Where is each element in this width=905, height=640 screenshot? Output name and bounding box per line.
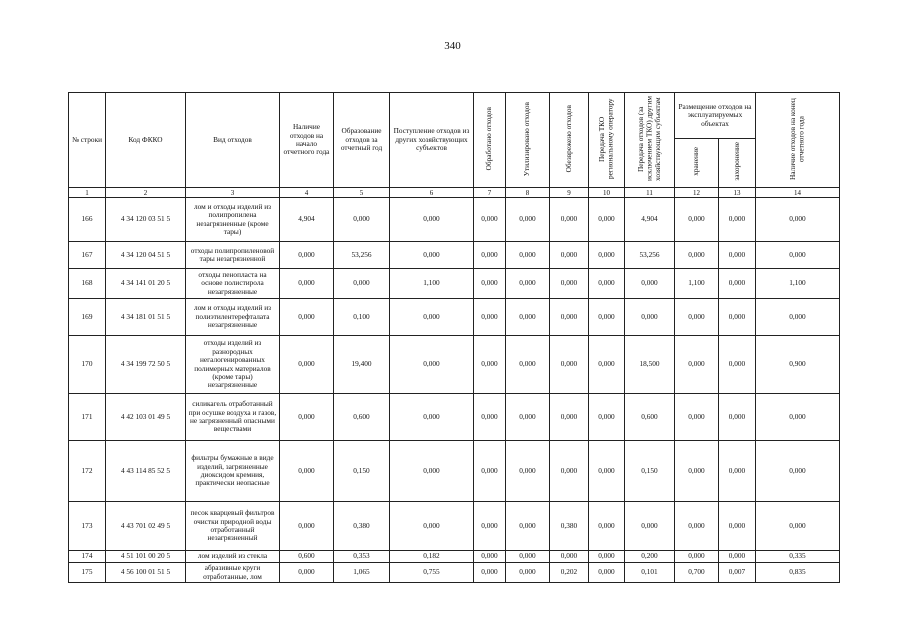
value-cell: 0,150 <box>625 441 675 502</box>
table-row <box>69 198 840 242</box>
value-cell: 0,000 <box>390 394 474 441</box>
waste-name: лом и отходы изделий из полиэтилентерефталата незагрязненные <box>186 299 280 336</box>
waste-table <box>68 92 840 583</box>
value-cell: 0,000 <box>550 441 589 502</box>
value-cell: 0,182 <box>390 551 474 563</box>
value-cell: 0,000 <box>756 242 840 269</box>
value-cell: 0,000 <box>589 441 625 502</box>
header-received: Поступление отходов из других хозяйствующих субъектов <box>390 93 474 188</box>
value-cell: 18,500 <box>625 336 675 394</box>
value-cell: 0,000 <box>280 502 334 551</box>
value-cell: 0,000 <box>506 198 550 242</box>
value-cell: 0,000 <box>589 242 625 269</box>
waste-name: фильтры бумажные в виде изделий, загрязненные диоксидом кремния, практически неопасные <box>186 441 280 502</box>
value-cell: 0,000 <box>506 299 550 336</box>
value-cell: 0,600 <box>334 394 390 441</box>
table-row <box>69 299 840 336</box>
value-cell: 0,000 <box>719 394 756 441</box>
value-cell: 0,000 <box>390 299 474 336</box>
value-cell: 0,000 <box>506 502 550 551</box>
value-cell: 0,000 <box>280 269 334 299</box>
fkko-code: 4 34 120 03 51 5 <box>106 198 186 242</box>
header-end-amount: Наличие отходов на конец отчетного года <box>756 93 840 188</box>
value-cell: 0,000 <box>550 299 589 336</box>
value-cell: 0,000 <box>589 269 625 299</box>
header-waste-type: Вид отходов <box>186 93 280 188</box>
value-cell: 0,000 <box>474 441 506 502</box>
header-start-amount: Наличие отходов на начало отчетного года <box>280 93 334 188</box>
header-storage: хранение <box>675 139 719 188</box>
column-number: 2 <box>106 188 186 198</box>
row-number: 172 <box>69 441 106 502</box>
header-neutralized: Обезврежено отходов <box>550 93 589 188</box>
value-cell: 0,000 <box>550 269 589 299</box>
value-cell: 0,000 <box>675 299 719 336</box>
value-cell: 0,335 <box>756 551 840 563</box>
value-cell: 0,000 <box>675 198 719 242</box>
column-number-row <box>69 188 840 198</box>
value-cell: 0,000 <box>474 242 506 269</box>
column-number: 10 <box>589 188 625 198</box>
table-row <box>69 242 840 269</box>
value-cell: 0,000 <box>719 242 756 269</box>
value-cell: 0,000 <box>675 551 719 563</box>
value-cell: 4,904 <box>625 198 675 242</box>
header-transferred-regional: Передача ТКО региональному оператору <box>589 93 625 188</box>
value-cell: 53,256 <box>334 242 390 269</box>
value-cell: 0,000 <box>625 502 675 551</box>
value-cell: 0,000 <box>719 299 756 336</box>
value-cell: 0,202 <box>550 563 589 583</box>
waste-name: абразивные круги отработанные, лом <box>186 563 280 583</box>
value-cell: 53,256 <box>625 242 675 269</box>
fkko-code: 4 34 199 72 50 5 <box>106 336 186 394</box>
value-cell: 0,000 <box>550 336 589 394</box>
row-number: 170 <box>69 336 106 394</box>
value-cell: 0,000 <box>675 502 719 551</box>
value-cell: 0,000 <box>719 269 756 299</box>
value-cell: 0,000 <box>506 269 550 299</box>
value-cell: 0,000 <box>474 563 506 583</box>
header-utilized: Утилизировано отходов <box>506 93 550 188</box>
value-cell: 0,835 <box>756 563 840 583</box>
value-cell: 0,000 <box>550 394 589 441</box>
table-row <box>69 336 840 394</box>
value-cell: 0,000 <box>719 502 756 551</box>
fkko-code: 4 34 141 01 20 5 <box>106 269 186 299</box>
waste-name: отходы изделий из разнородных негалогенированных полимерных материалов (кроме тары) незагрязненные <box>186 336 280 394</box>
value-cell: 0,000 <box>625 269 675 299</box>
value-cell: 0,000 <box>756 299 840 336</box>
value-cell: 0,000 <box>589 299 625 336</box>
page-number: 340 <box>444 40 461 52</box>
header-row-no: № строки <box>69 93 106 188</box>
table-row <box>69 394 840 441</box>
value-cell: 0,000 <box>506 551 550 563</box>
column-number: 14 <box>756 188 840 198</box>
value-cell: 0,000 <box>756 502 840 551</box>
value-cell: 0,000 <box>390 198 474 242</box>
value-cell: 0,000 <box>280 242 334 269</box>
row-number: 175 <box>69 563 106 583</box>
value-cell: 0,000 <box>675 441 719 502</box>
header-placement-group: Размещение отходов на эксплуатируемых объектах <box>675 93 756 139</box>
row-number: 168 <box>69 269 106 299</box>
column-number: 12 <box>675 188 719 198</box>
header-transferred-other: Передача отходов (за исключением ТКО) другим хозяйствующим субъектам <box>625 93 675 188</box>
waste-name: отходы пенопласта на основе полистирола незагрязненные <box>186 269 280 299</box>
table-row <box>69 441 840 502</box>
value-cell: 0,150 <box>334 441 390 502</box>
value-cell: 0,000 <box>390 441 474 502</box>
column-number: 6 <box>390 188 474 198</box>
value-cell: 0,000 <box>506 441 550 502</box>
value-cell: 0,000 <box>589 502 625 551</box>
column-number: 7 <box>474 188 506 198</box>
value-cell: 0,000 <box>390 242 474 269</box>
column-number: 13 <box>719 188 756 198</box>
value-cell: 0,600 <box>625 394 675 441</box>
value-cell: 0,000 <box>589 336 625 394</box>
value-cell: 0,000 <box>506 563 550 583</box>
value-cell: 4,904 <box>280 198 334 242</box>
value-cell: 0,000 <box>719 336 756 394</box>
column-number: 3 <box>186 188 280 198</box>
value-cell: 0,101 <box>625 563 675 583</box>
column-number: 5 <box>334 188 390 198</box>
value-cell: 1,100 <box>675 269 719 299</box>
header-generated: Образование отходов за отчетный год <box>334 93 390 188</box>
header-fkko-code: Код ФККО <box>106 93 186 188</box>
value-cell: 0,000 <box>474 551 506 563</box>
value-cell: 0,380 <box>334 502 390 551</box>
column-number: 11 <box>625 188 675 198</box>
value-cell: 0,000 <box>474 299 506 336</box>
fkko-code: 4 43 114 85 52 5 <box>106 441 186 502</box>
table-row <box>69 502 840 551</box>
value-cell: 0,000 <box>550 198 589 242</box>
value-cell: 0,000 <box>280 394 334 441</box>
value-cell: 1,100 <box>390 269 474 299</box>
value-cell: 0,200 <box>625 551 675 563</box>
row-number: 169 <box>69 299 106 336</box>
waste-name: песок кварцевый фильтров очистки природной воды отработанный незагрязненный <box>186 502 280 551</box>
value-cell: 0,000 <box>334 198 390 242</box>
table-row <box>69 269 840 299</box>
waste-name: силикагель отработанный при осушке воздуха и газов, не загрязненный опасными веществами <box>186 394 280 441</box>
value-cell: 0,000 <box>719 551 756 563</box>
value-cell: 0,000 <box>506 242 550 269</box>
value-cell: 0,000 <box>280 336 334 394</box>
column-number: 4 <box>280 188 334 198</box>
value-cell: 0,000 <box>550 551 589 563</box>
row-number: 173 <box>69 502 106 551</box>
value-cell: 0,380 <box>550 502 589 551</box>
value-cell: 0,000 <box>675 242 719 269</box>
value-cell: 0,000 <box>625 299 675 336</box>
value-cell: 0,700 <box>675 563 719 583</box>
row-number: 174 <box>69 551 106 563</box>
value-cell: 0,007 <box>719 563 756 583</box>
value-cell: 0,000 <box>390 336 474 394</box>
fkko-code: 4 42 103 01 49 5 <box>106 394 186 441</box>
fkko-code: 4 51 101 00 20 5 <box>106 551 186 563</box>
value-cell: 0,000 <box>589 563 625 583</box>
fkko-code: 4 34 120 04 51 5 <box>106 242 186 269</box>
column-number: 1 <box>69 188 106 198</box>
value-cell: 0,000 <box>756 394 840 441</box>
value-cell: 0,000 <box>474 269 506 299</box>
value-cell: 1,065 <box>334 563 390 583</box>
value-cell: 0,000 <box>589 394 625 441</box>
value-cell: 0,000 <box>506 336 550 394</box>
value-cell: 0,000 <box>756 198 840 242</box>
value-cell: 0,000 <box>675 394 719 441</box>
value-cell: 0,100 <box>334 299 390 336</box>
value-cell: 0,000 <box>280 299 334 336</box>
value-cell: 0,000 <box>756 441 840 502</box>
value-cell: 0,000 <box>506 394 550 441</box>
value-cell: 0,000 <box>474 394 506 441</box>
value-cell: 0,000 <box>280 563 334 583</box>
value-cell: 0,000 <box>474 336 506 394</box>
value-cell: 0,000 <box>719 198 756 242</box>
row-number: 167 <box>69 242 106 269</box>
row-number: 171 <box>69 394 106 441</box>
value-cell: 0,600 <box>280 551 334 563</box>
fkko-code: 4 34 181 01 51 5 <box>106 299 186 336</box>
value-cell: 0,000 <box>675 336 719 394</box>
waste-name: лом изделий из стекла <box>186 551 280 563</box>
value-cell: 0,000 <box>390 502 474 551</box>
value-cell: 19,400 <box>334 336 390 394</box>
table-row <box>69 563 840 583</box>
value-cell: 0,900 <box>756 336 840 394</box>
value-cell: 0,000 <box>280 441 334 502</box>
fkko-code: 4 56 100 01 51 5 <box>106 563 186 583</box>
value-cell: 0,755 <box>390 563 474 583</box>
value-cell: 0,000 <box>550 242 589 269</box>
value-cell: 0,000 <box>589 198 625 242</box>
header-burial: захоронение <box>719 139 756 188</box>
header-processed: Обработано отходов <box>474 93 506 188</box>
fkko-code: 4 43 701 02 49 5 <box>106 502 186 551</box>
value-cell: 1,100 <box>756 269 840 299</box>
row-number: 166 <box>69 198 106 242</box>
value-cell: 0,000 <box>474 198 506 242</box>
value-cell: 0,353 <box>334 551 390 563</box>
column-number: 8 <box>506 188 550 198</box>
value-cell: 0,000 <box>474 502 506 551</box>
value-cell: 0,000 <box>719 441 756 502</box>
column-number: 9 <box>550 188 589 198</box>
waste-name: лом и отходы изделий из полипропилена незагрязненные (кроме тары) <box>186 198 280 242</box>
value-cell: 0,000 <box>589 551 625 563</box>
table-row <box>69 551 840 563</box>
waste-name: отходы полипропиленовой тары незагрязненной <box>186 242 280 269</box>
value-cell: 0,000 <box>334 269 390 299</box>
